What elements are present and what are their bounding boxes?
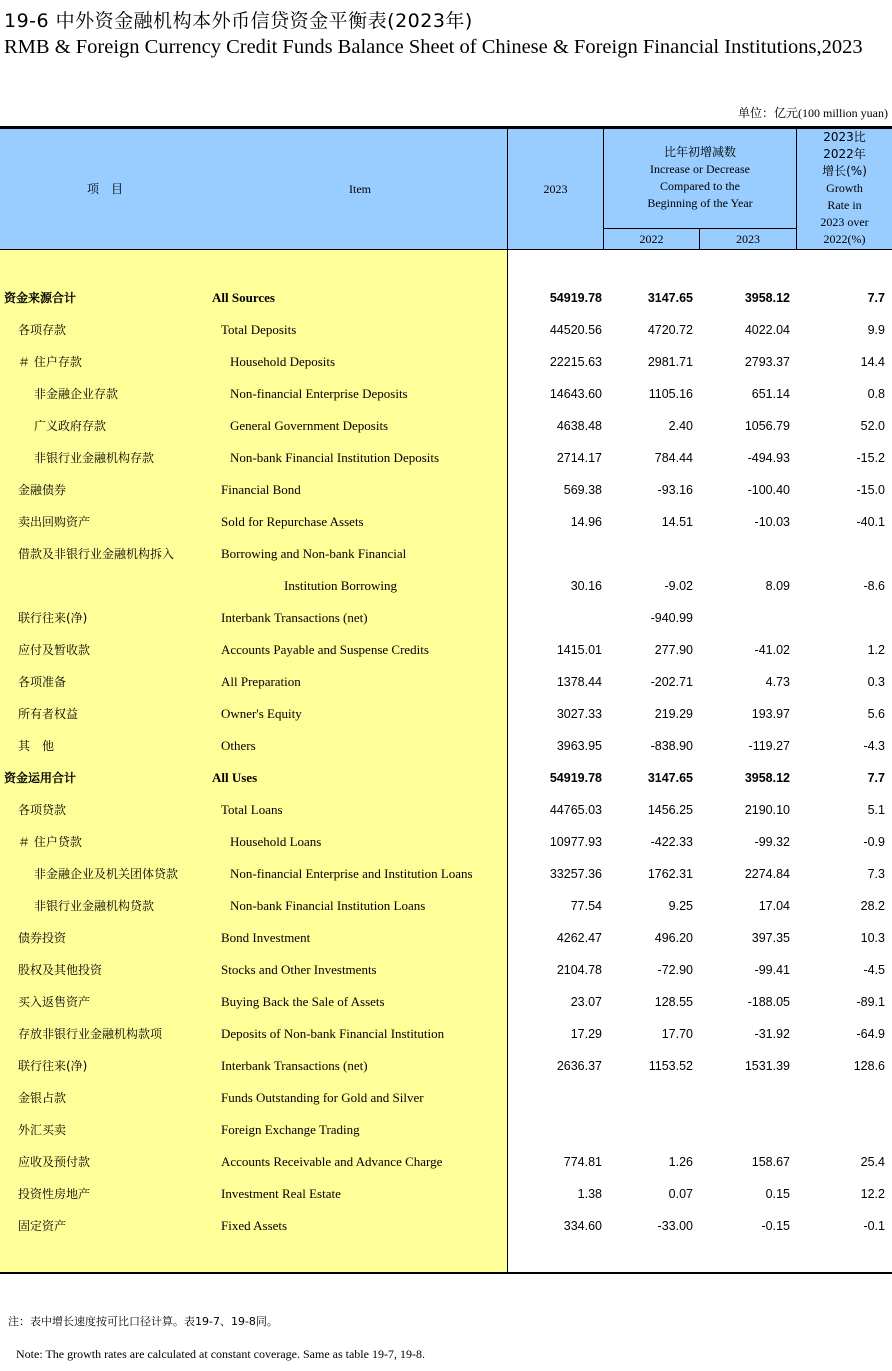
header-growth-line-4: Growth	[826, 181, 863, 195]
change-2022: -72.90	[657, 963, 693, 977]
change-2022: 219.29	[654, 707, 693, 721]
item-cn: 应收及预付款	[18, 1155, 91, 1169]
change-2023: 2190.10	[744, 803, 790, 817]
table-row	[0, 826, 892, 858]
change-2022: -838.90	[650, 739, 693, 753]
table-row	[0, 762, 892, 794]
item-en: Bond Investment	[221, 930, 311, 945]
header-item-cn: 项 目	[86, 182, 123, 196]
growth-rate: -89.1	[856, 995, 885, 1009]
growth-rate: -4.5	[863, 963, 885, 977]
change-2022: 784.44	[654, 451, 693, 465]
table-row	[0, 954, 892, 986]
change-2022: 0.07	[668, 1187, 693, 1201]
value-2023	[508, 1114, 602, 1146]
item-en: Buying Back the Sale of Assets	[221, 994, 385, 1009]
change-2023: 397.35	[751, 931, 790, 945]
header-bottom-border	[0, 249, 892, 250]
header-growth-line-5: Rate in	[827, 198, 862, 212]
header-change-group	[604, 144, 796, 212]
table-row	[0, 1114, 892, 1146]
table-bottom-border	[0, 1272, 892, 1274]
item-en: Total Loans	[221, 802, 283, 817]
change-2022	[604, 1082, 693, 1114]
header-change-line-1: 比年初增减数	[663, 145, 736, 159]
value-2023: 17.29	[570, 1027, 602, 1041]
change-2023: 2274.84	[744, 867, 790, 881]
item-en: All Uses	[212, 770, 258, 785]
change-2023: -100.40	[747, 483, 790, 497]
growth-rate: 25.4	[860, 1155, 885, 1169]
change-2023	[700, 602, 790, 634]
footnote-cn: 注：表中增长速度按可比口径计算。表19-7、19-8同。	[8, 1315, 278, 1328]
table-row	[0, 1050, 892, 1082]
change-2022: 1762.31	[647, 867, 693, 881]
item-cn: 联行往来(净)	[18, 1059, 88, 1073]
value-2023: 4262.47	[556, 931, 602, 945]
header-change-line-2: Increase or Decrease	[650, 162, 750, 176]
item-en: Household Deposits	[230, 354, 336, 369]
item-cn: 各项准备	[18, 675, 67, 689]
growth-rate: -4.3	[863, 739, 885, 753]
item-cn: 卖出回购资产	[18, 515, 91, 529]
item-cn: 联行往来(净)	[18, 611, 88, 625]
item-en: Institution Borrowing	[284, 578, 398, 593]
change-2022: 128.55	[654, 995, 693, 1009]
header-change-line-3: Compared to the	[660, 179, 740, 193]
item-en: Stocks and Other Investments	[221, 962, 377, 977]
item-en: Others	[221, 738, 256, 753]
change-2023	[700, 1082, 790, 1114]
header-growth	[797, 129, 892, 248]
change-2023: -31.92	[754, 1027, 790, 1041]
growth-rate: -64.9	[856, 1027, 885, 1041]
change-2023: 0.15	[765, 1187, 790, 1201]
item-en: Funds Outstanding for Gold and Silver	[221, 1090, 424, 1105]
item-cn: 各项存款	[18, 323, 67, 337]
growth-rate: 0.8	[867, 387, 885, 401]
header-growth-line-7: 2022(%)	[823, 232, 866, 246]
table-row	[0, 442, 892, 474]
item-cn: ＃ 住户贷款	[18, 835, 82, 849]
value-2023: 2714.17	[556, 451, 602, 465]
growth-rate: 28.2	[860, 899, 885, 913]
change-2022: 17.70	[661, 1027, 693, 1041]
page-title-cn: 19-6 中外资金融机构本外币信贷资金平衡表(2023年)	[4, 10, 473, 32]
growth-rate: 14.4	[860, 355, 885, 369]
item-cn: 金银占款	[18, 1091, 67, 1105]
growth-rate: 10.3	[860, 931, 885, 945]
value-2023: 1.38	[577, 1187, 602, 1201]
value-2023: 44520.56	[549, 323, 602, 337]
table-row	[0, 506, 892, 538]
change-2022: -202.71	[650, 675, 693, 689]
item-cn: 应付及暂收款	[18, 643, 91, 657]
item-en: Owner's Equity	[221, 706, 302, 721]
table-row	[0, 282, 892, 314]
item-en: Interbank Transactions (net)	[221, 610, 368, 625]
growth-rate: 52.0	[860, 419, 885, 433]
header-sub-2023: 2023	[736, 232, 760, 246]
table-row	[0, 1210, 892, 1242]
table-top-border	[0, 126, 892, 129]
table-row	[0, 986, 892, 1018]
table-row	[0, 570, 892, 602]
value-2023: 77.54	[570, 899, 602, 913]
item-en: Household Loans	[230, 834, 322, 849]
table-row	[0, 1082, 892, 1114]
change-2023: -494.93	[747, 451, 790, 465]
item-en: Deposits of Non-bank Financial Institution	[221, 1026, 445, 1041]
change-2023: 193.97	[751, 707, 790, 721]
balance-sheet-table	[0, 126, 892, 1274]
change-2023: -0.15	[761, 1219, 790, 1233]
change-2022: 2.40	[668, 419, 693, 433]
value-2023: 14.96	[570, 515, 602, 529]
growth-rate: -0.1	[863, 1219, 885, 1233]
header-2023: 2023	[543, 182, 568, 196]
item-cn: 非金融企业存款	[34, 387, 119, 401]
change-2022: -940.99	[650, 611, 693, 625]
change-2022: 277.90	[654, 643, 693, 657]
growth-rate: -15.0	[856, 483, 885, 497]
item-cn: 债券投资	[18, 931, 67, 945]
growth-rate: -8.6	[863, 579, 885, 593]
growth-rate: -15.2	[856, 451, 885, 465]
table-row	[0, 794, 892, 826]
item-en: Non-financial Enterprise and Institution Loans	[230, 866, 473, 881]
value-2023: 30.16	[570, 579, 602, 593]
change-2022: 496.20	[654, 931, 693, 945]
item-cn: 各项贷款	[18, 803, 67, 817]
item-cn: 买入返售资产	[18, 995, 91, 1009]
table-row	[0, 890, 892, 922]
table-row	[0, 730, 892, 762]
change-2022: 14.51	[661, 515, 693, 529]
header-growth-line-3: 增长(%)	[822, 164, 867, 178]
change-2022: 1153.52	[648, 1059, 693, 1073]
table-row	[0, 666, 892, 698]
item-cn: 所有者权益	[18, 707, 79, 721]
unit-label: 单位：亿元(100 million yuan)	[738, 106, 888, 120]
page-title-en: RMB & Foreign Currency Credit Funds Balance Sheet of Chinese & Foreign Financial Institutions,2023	[4, 36, 863, 58]
growth-rate: -0.9	[863, 835, 885, 849]
table-row	[0, 346, 892, 378]
change-2022: -422.33	[650, 835, 693, 849]
change-2023: -10.03	[754, 515, 790, 529]
item-en: All Preparation	[221, 674, 301, 689]
growth-rate: 7.7	[867, 291, 885, 305]
growth-rate	[797, 538, 885, 570]
change-2023: -99.41	[754, 963, 790, 977]
value-2023	[508, 538, 602, 570]
value-2023	[508, 1082, 602, 1114]
table-row	[0, 634, 892, 666]
item-en: Total Deposits	[221, 322, 297, 337]
item-cn: 投资性房地产	[18, 1187, 91, 1201]
table-row	[0, 698, 892, 730]
change-2023: 158.67	[751, 1155, 790, 1169]
change-2023: 2793.37	[744, 355, 790, 369]
header-sub-2022: 2022	[639, 232, 664, 246]
growth-rate: 7.3	[867, 867, 885, 881]
growth-rate: 9.9	[867, 323, 885, 337]
change-2022: 9.25	[668, 899, 693, 913]
change-2022: -93.16	[657, 483, 693, 497]
table-row	[0, 474, 892, 506]
growth-rate: 5.6	[867, 707, 885, 721]
item-en: Fixed Assets	[221, 1218, 288, 1233]
change-2022: 1.26	[668, 1155, 693, 1169]
value-2023: 44765.03	[549, 803, 602, 817]
item-en: Financial Bond	[221, 482, 301, 497]
table-row	[0, 922, 892, 954]
growth-rate: 0.3	[867, 675, 885, 689]
item-en: Borrowing and Non-bank Financial	[221, 546, 407, 561]
item-cn: 外汇买卖	[18, 1123, 67, 1137]
growth-rate	[797, 602, 885, 634]
value-2023: 3963.95	[556, 739, 602, 753]
change-2022: 4720.72	[647, 323, 693, 337]
item-cn: 其 他	[18, 739, 55, 753]
value-2023: 22215.63	[549, 355, 602, 369]
change-2023: -41.02	[754, 643, 790, 657]
item-en: Non-financial Enterprise Deposits	[230, 386, 408, 401]
change-2022: 1456.25	[647, 803, 693, 817]
table-row	[0, 1146, 892, 1178]
footnote-en: Note: The growth rates are calculated at constant coverage. Same as table 19-7, 19-8.	[16, 1347, 425, 1361]
item-cn: 非银行业金融机构存款	[34, 451, 155, 465]
table-row	[0, 1178, 892, 1210]
value-2023: 774.81	[563, 1155, 602, 1169]
value-2023: 2636.37	[556, 1059, 602, 1073]
value-2023: 54919.78	[549, 291, 602, 305]
change-2022: 2981.71	[647, 355, 693, 369]
item-en: Sold for Repurchase Assets	[221, 514, 364, 529]
growth-rate: 12.2	[860, 1187, 885, 1201]
value-2023: 54919.78	[549, 771, 602, 785]
item-en: Foreign Exchange Trading	[221, 1122, 360, 1137]
value-2023: 1378.44	[556, 675, 602, 689]
change-2023: -119.27	[748, 739, 790, 753]
item-en: All Sources	[212, 290, 275, 305]
header-growth-line-2: 2022年	[823, 147, 866, 161]
item-cn: 存放非银行业金融机构款项	[18, 1027, 163, 1041]
value-2023: 14643.60	[549, 387, 602, 401]
value-2023	[508, 602, 602, 634]
value-2023: 33257.36	[549, 867, 602, 881]
item-en: Non-bank Financial Institution Loans	[230, 898, 426, 913]
item-cn: 固定资产	[18, 1219, 67, 1233]
value-2023: 10977.93	[549, 835, 602, 849]
item-en: Accounts Payable and Suspense Credits	[221, 642, 429, 657]
value-2023: 2104.78	[556, 963, 602, 977]
growth-rate	[797, 1082, 885, 1114]
table-row	[0, 1018, 892, 1050]
change-2023: 651.14	[751, 387, 790, 401]
header-change-line-4: Beginning of the Year	[647, 196, 753, 210]
change-2023: 3958.12	[744, 291, 790, 305]
value-2023: 1415.01	[556, 643, 602, 657]
change-2022	[604, 538, 693, 570]
item-cn: 金融债券	[18, 483, 67, 497]
table-row	[0, 858, 892, 890]
change-2022: 3147.65	[647, 291, 693, 305]
change-2023: 4.73	[765, 675, 790, 689]
table-row	[0, 378, 892, 410]
item-cn: 资金运用合计	[4, 771, 77, 785]
item-en: Interbank Transactions (net)	[221, 1058, 368, 1073]
change-2022: 1105.16	[648, 387, 693, 401]
change-2023	[700, 1114, 790, 1146]
growth-rate: 7.7	[867, 771, 885, 785]
growth-rate: 128.6	[853, 1059, 885, 1073]
header-growth-line-6: 2023 over	[820, 215, 869, 229]
change-2022: 3147.65	[647, 771, 693, 785]
change-2023: 3958.12	[744, 771, 790, 785]
change-2023: 8.09	[765, 579, 790, 593]
change-2023: 1056.79	[744, 419, 790, 433]
value-2023: 23.07	[570, 995, 602, 1009]
change-2022: -9.02	[664, 579, 693, 593]
table-row	[0, 410, 892, 442]
growth-rate	[797, 1114, 885, 1146]
item-cn: 借款及非银行业金融机构拆入	[18, 547, 175, 561]
growth-rate: 5.1	[867, 803, 885, 817]
table-row	[0, 538, 892, 570]
change-2023: -188.05	[747, 995, 790, 1009]
item-cn: ＃ 住户存款	[18, 355, 82, 369]
item-en: Accounts Receivable and Advance Charge	[221, 1154, 443, 1169]
change-2022: -33.00	[657, 1219, 693, 1233]
header-growth-line-1: 2023比	[823, 130, 866, 144]
item-en: Non-bank Financial Institution Deposits	[230, 450, 440, 465]
value-2023: 569.38	[563, 483, 602, 497]
item-cn: 非金融企业及机关团体贷款	[34, 867, 179, 881]
change-2023: 1531.39	[744, 1059, 790, 1073]
value-2023: 4638.48	[556, 419, 602, 433]
change-2023: -99.32	[754, 835, 790, 849]
item-en: Investment Real Estate	[221, 1186, 341, 1201]
growth-rate: 1.2	[867, 643, 885, 657]
item-en: General Government Deposits	[230, 418, 389, 433]
change-2023: 4022.04	[744, 323, 790, 337]
item-cn: 股权及其他投资	[18, 963, 103, 977]
item-cn: 资金来源合计	[4, 291, 77, 305]
change-2022	[604, 1114, 693, 1146]
change-2023: 17.04	[758, 899, 790, 913]
header-item-en: Item	[349, 182, 371, 196]
table-row	[0, 602, 892, 634]
item-cn: 广义政府存款	[34, 419, 107, 433]
value-2023: 334.60	[563, 1219, 602, 1233]
change-2023	[700, 538, 790, 570]
table-row	[0, 314, 892, 346]
item-cn: 非银行业金融机构贷款	[34, 899, 155, 913]
growth-rate: -40.1	[856, 515, 885, 529]
value-2023: 3027.33	[556, 707, 602, 721]
